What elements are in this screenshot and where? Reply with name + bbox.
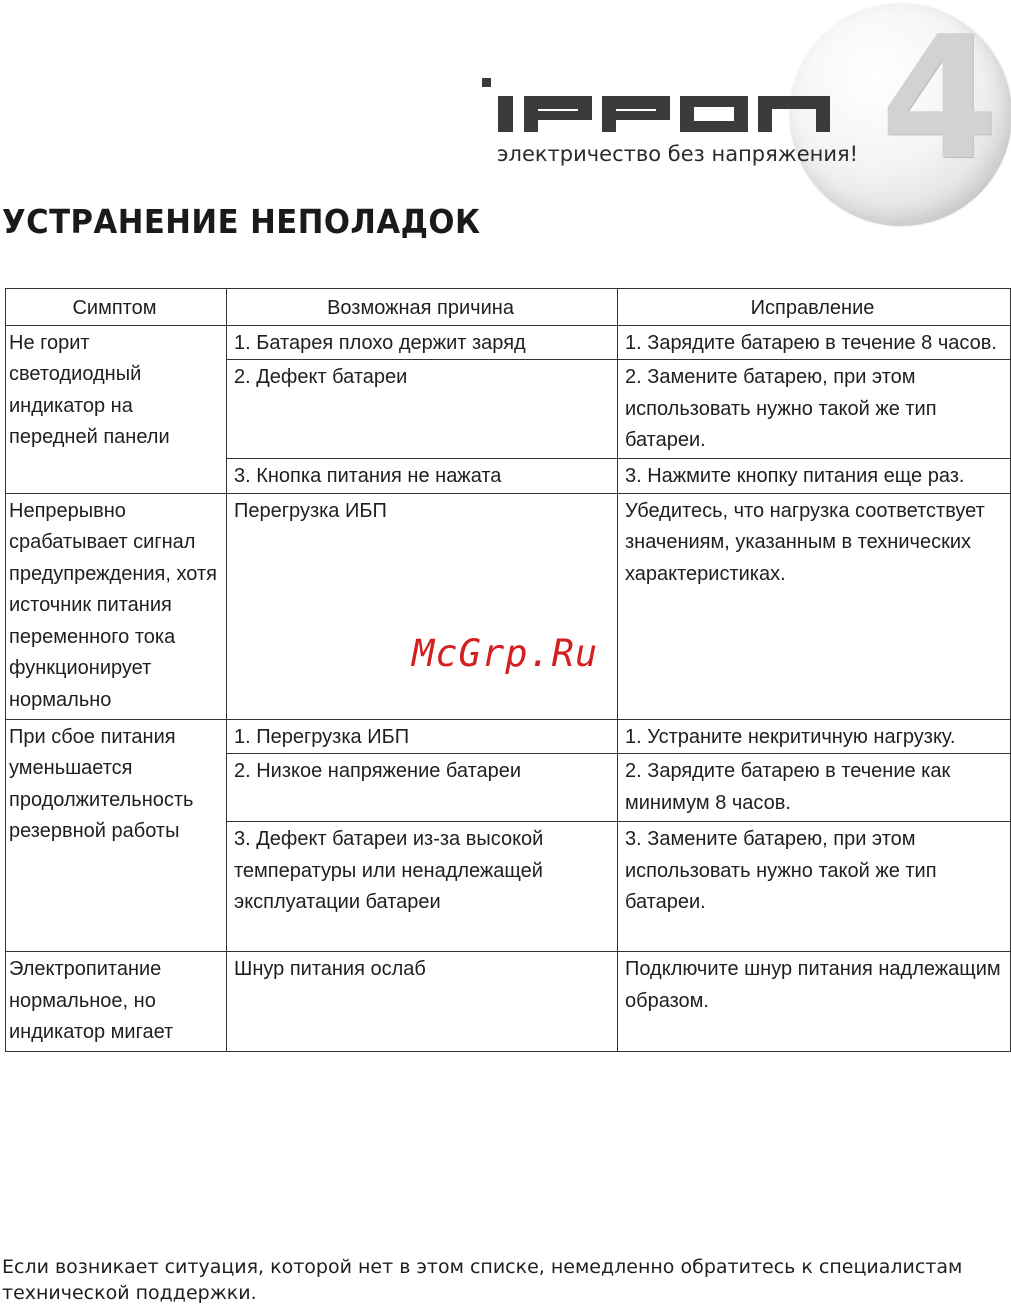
fix-cell: 1. Зарядите батарею в течение 8 часов. (618, 325, 1011, 360)
symptom-cell: Не горит светодиодный индикатор на передней панели (6, 325, 227, 493)
chapter-number: 4 (880, 0, 999, 198)
cause-cell: 1. Перегрузка ИБП (227, 719, 618, 754)
cause-cell: 2. Низкое напряжение батареи (227, 754, 618, 822)
table-header-row (6, 289, 1011, 326)
symptom-cell: Электропитание нормальное, но индикатор мигает (6, 952, 227, 1052)
fix-cell: 2. Зарядите батарею в течение как минимум 8 часов. (618, 754, 1011, 822)
fix-cell: Подключите шнур питания надлежащим образом. (618, 952, 1011, 1052)
column-header-cause: Возможная причина (227, 289, 618, 326)
table-row (6, 325, 1011, 360)
cause-cell: 3. Кнопка питания не нажата (227, 459, 618, 494)
cause-cell: 3. Дефект батареи из-за высокой температуры или ненадлежащей эксплуатации батареи (227, 822, 618, 952)
cause-cell: Шнур питания ослаб (227, 952, 618, 1052)
symptom-cell: Непрерывно срабатывает сигнал предупреждения, хотя источник питания переменного тока функционирует нормально (6, 493, 227, 719)
page-title: УСТРАНЕНИЕ НЕПОЛАДОК (2, 202, 481, 241)
footer-note: Если возникает ситуация, которой нет в этом списке, немедленно обратитесь к специалистам технической поддержки. (2, 1256, 963, 1304)
watermark-text: McGrp.Ru (412, 632, 599, 675)
column-header-symptom: Симптом (6, 289, 227, 326)
symptom-cell: При сбое питания уменьшается продолжительность резервной работы (6, 719, 227, 952)
page-header (0, 0, 1011, 230)
cause-cell: 2. Дефект батареи (227, 360, 618, 459)
column-header-fix: Исправление (618, 289, 1011, 326)
fix-cell: 2. Замените батарею, при этом использовать нужно такой же тип батареи. (618, 360, 1011, 459)
cause-cell: 1. Батарея плохо держит заряд (227, 325, 618, 360)
ippon-logo-icon (478, 74, 838, 136)
fix-cell: Убедитесь, что нагрузка соответствует значениям, указанным в технических характеристиках. (618, 493, 1011, 719)
table-row (6, 493, 1011, 719)
fix-cell: 3. Замените батарею, при этом использовать нужно такой же тип батареи. (618, 822, 1011, 952)
table-row (6, 719, 1011, 754)
tagline: электричество без напряжения! (497, 142, 859, 166)
cause-cell: Перегрузка ИБП (227, 493, 618, 719)
fix-cell: 3. Нажмите кнопку питания еще раз. (618, 459, 1011, 494)
table-row (6, 952, 1011, 1052)
fix-cell: 1. Устраните некритичную нагрузку. (618, 719, 1011, 754)
